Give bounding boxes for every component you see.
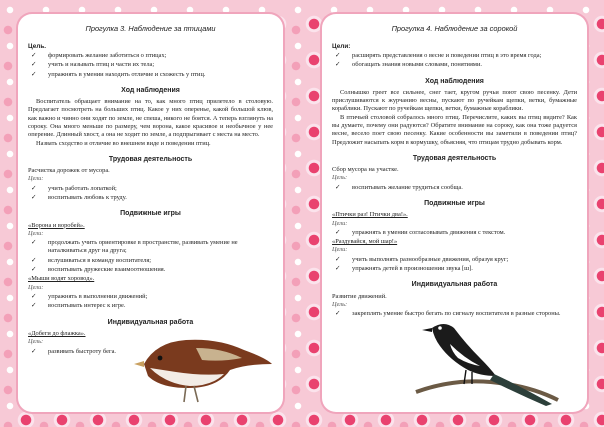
magpie-illustration [410, 314, 560, 406]
individual-heading: Индивидуальная работа [411, 281, 498, 289]
checkmark-icon: ✓ [31, 302, 37, 310]
list-item-text: упражнять в умении согласовывать движения с текстом. [352, 228, 506, 236]
game-goals-label-2: Цели: [28, 283, 44, 291]
list-item-text: учить и называть птиц и части их тела; [48, 61, 155, 69]
game-title: «Птички раз! Птички два!». [332, 211, 408, 219]
checkmark-icon: ✓ [31, 347, 37, 355]
list-item [332, 256, 577, 264]
list-item-text: учить работать лопаткой; [48, 184, 117, 192]
labor-heading: Трудовая деятельность [108, 156, 193, 163]
page-title: Прогулка 4. Наблюдение за сорокой [391, 24, 518, 33]
observation-heading: Ход наблюдения [121, 86, 180, 94]
list-item-text: развивать быстроту бега. [48, 347, 117, 355]
list-item [28, 71, 273, 79]
checkmark-icon: ✓ [335, 310, 341, 318]
list-item-text: вслушиваться в команду воспитателя; [48, 256, 152, 264]
list-item [28, 61, 273, 69]
goal-list [332, 52, 577, 70]
list-item-text: формировать желание заботиться о птицах; [48, 51, 167, 59]
labor-text: Сбор мусора на участке. [332, 166, 399, 174]
list-item-text: воспитывать желание трудиться сообща. [352, 183, 463, 191]
observation-text-2: В птичьей столовой собралось много птиц. Перечислите, каких вы птиц видите? Как вы думаете, почему они радуются? Обратите внимание на сороку, как она тоже радуется весне, весело поет свою песенку. Какие особенности вы заметили в поведении птиц? Предложит насыпать корм в кормушку, объясняя, что птицам трудно добывать корм. [332, 113, 577, 146]
checkmark-icon: ✓ [31, 239, 37, 247]
list-item [332, 229, 577, 237]
labor-goals-label: Цели: [28, 175, 44, 183]
list-item [28, 293, 273, 301]
list-item [28, 194, 273, 202]
checkmark-icon: ✓ [31, 51, 37, 59]
list-item-text: воспитывать любовь к труду. [48, 194, 127, 202]
labor-heading: Трудовая деятельность [412, 155, 497, 162]
game-title-2: «Раздувайся, мой шар!» [332, 238, 398, 246]
labor-goal-list [332, 184, 577, 192]
checkmark-icon: ✓ [335, 61, 341, 69]
checkmark-icon: ✓ [335, 228, 341, 236]
sparrow-illustration [126, 314, 276, 406]
list-item [332, 184, 577, 192]
list-item-text: упражнять в умении находить отличие и схожесть у птиц. [48, 70, 206, 78]
checkmark-icon: ✓ [335, 255, 341, 263]
checkmark-icon: ✓ [31, 266, 37, 274]
checkmark-icon: ✓ [31, 70, 37, 78]
labor-goals-label: Цель: [332, 174, 348, 182]
game-goals-label-2: Цели: [332, 246, 348, 254]
checkmark-icon: ✓ [335, 265, 341, 273]
individual-text: Развитие движений. [332, 292, 387, 300]
checkmark-icon: ✓ [335, 51, 341, 59]
checkmark-icon: ✓ [31, 184, 37, 192]
list-item-text: упражнять в выполнении движений; [48, 293, 148, 301]
observation-text: Воспитатель обращает внимание на то, как много птиц прилетело в столовую. Предлагает посмотреть на больших птиц. Какое у них оперенье, какой большой клюв, как важно и чинно они ходят по земле, не спеша, никого не боятся. А теперь взглянуть на сороку. Она много меньше по размеру, чем ворона, какое красивое и необычное у нее оперение. Длинный хвост, а она не ходит по земле, а подпрыгивает с места на место. [28, 98, 273, 139]
game-goals-label: Цели: [332, 219, 348, 227]
list-item-text: воспитывать интерес к игре. [48, 302, 126, 310]
game-goal-list [332, 229, 577, 237]
checkmark-icon: ✓ [31, 256, 37, 264]
labor-text: Расчистка дорожек от мусора. [28, 167, 110, 175]
game-title: «Ворона и воробей». [28, 221, 85, 229]
list-item [28, 239, 273, 256]
goal-label: Цель. [28, 42, 47, 50]
list-item-text: обогащать знания новыми словами, понятиями. [352, 61, 482, 69]
observation-heading: Ход наблюдения [425, 77, 484, 85]
list-item [332, 265, 577, 273]
games-heading: Подвижные игры [120, 210, 181, 218]
individual-heading: Индивидуальная работа [107, 318, 194, 326]
checkmark-icon: ✓ [31, 293, 37, 301]
list-item [28, 257, 273, 265]
list-item [28, 52, 273, 60]
checkmark-icon: ✓ [335, 183, 341, 191]
individual-game: «Добеги до флажка». [28, 329, 86, 337]
list-item-text: продолжать учить ориентировке в пространстве, развивать умение не наталкиваться друг на друга; [48, 239, 238, 255]
list-item [28, 185, 273, 193]
goal-list [28, 52, 273, 79]
games-heading: Подвижные игры [424, 200, 485, 208]
observation-text-2: Назвать сходство и отличие во внешнем виде и поведении птиц. [36, 139, 211, 147]
game-title-2: «Мыши водят хоровод». [28, 275, 95, 283]
game-goal-list-2 [28, 293, 273, 311]
individual-goals-label: Цель: [28, 338, 44, 346]
list-item-text: упражнять детей в произношении звука [ш]. [352, 265, 473, 273]
list-item [28, 302, 273, 310]
game-goal-list [28, 239, 273, 274]
page-title: Прогулка 3. Наблюдение за птицами [85, 24, 216, 33]
individual-goals-label: Цель: [332, 300, 348, 308]
game-goal-list-2 [332, 256, 577, 274]
list-item-text: воспитывать дружеские взаимоотношения. [48, 266, 166, 274]
goal-label: Цели: [332, 42, 351, 50]
observation-text: Солнышко греет все сильнее, снег тает, кругом ручьи поют свою песенку. Дети прислушиваются к журчанию весны, пускают по ручейкам щепки, ветки, бумажные кораблики. Пускают по ручейкам щепки, ветки, бумажные кораблики. [332, 88, 577, 113]
list-item [332, 52, 577, 60]
left-page [18, 14, 283, 412]
list-item-text: закреплять умение быстро бегать по сигналу воспитателя в разные стороны. [352, 310, 561, 318]
checkmark-icon: ✓ [31, 61, 37, 69]
game-goals-label: Цели: [28, 229, 44, 237]
right-page [322, 14, 587, 412]
list-item-text: учить выполнять разнообразные движения, образуя круг; [352, 255, 509, 263]
list-item [332, 61, 577, 69]
labor-goal-list [28, 185, 273, 203]
list-item-text: расширять представления о весне и поведении птиц в это время года; [352, 51, 542, 59]
list-item [28, 266, 273, 274]
checkmark-icon: ✓ [31, 194, 37, 202]
